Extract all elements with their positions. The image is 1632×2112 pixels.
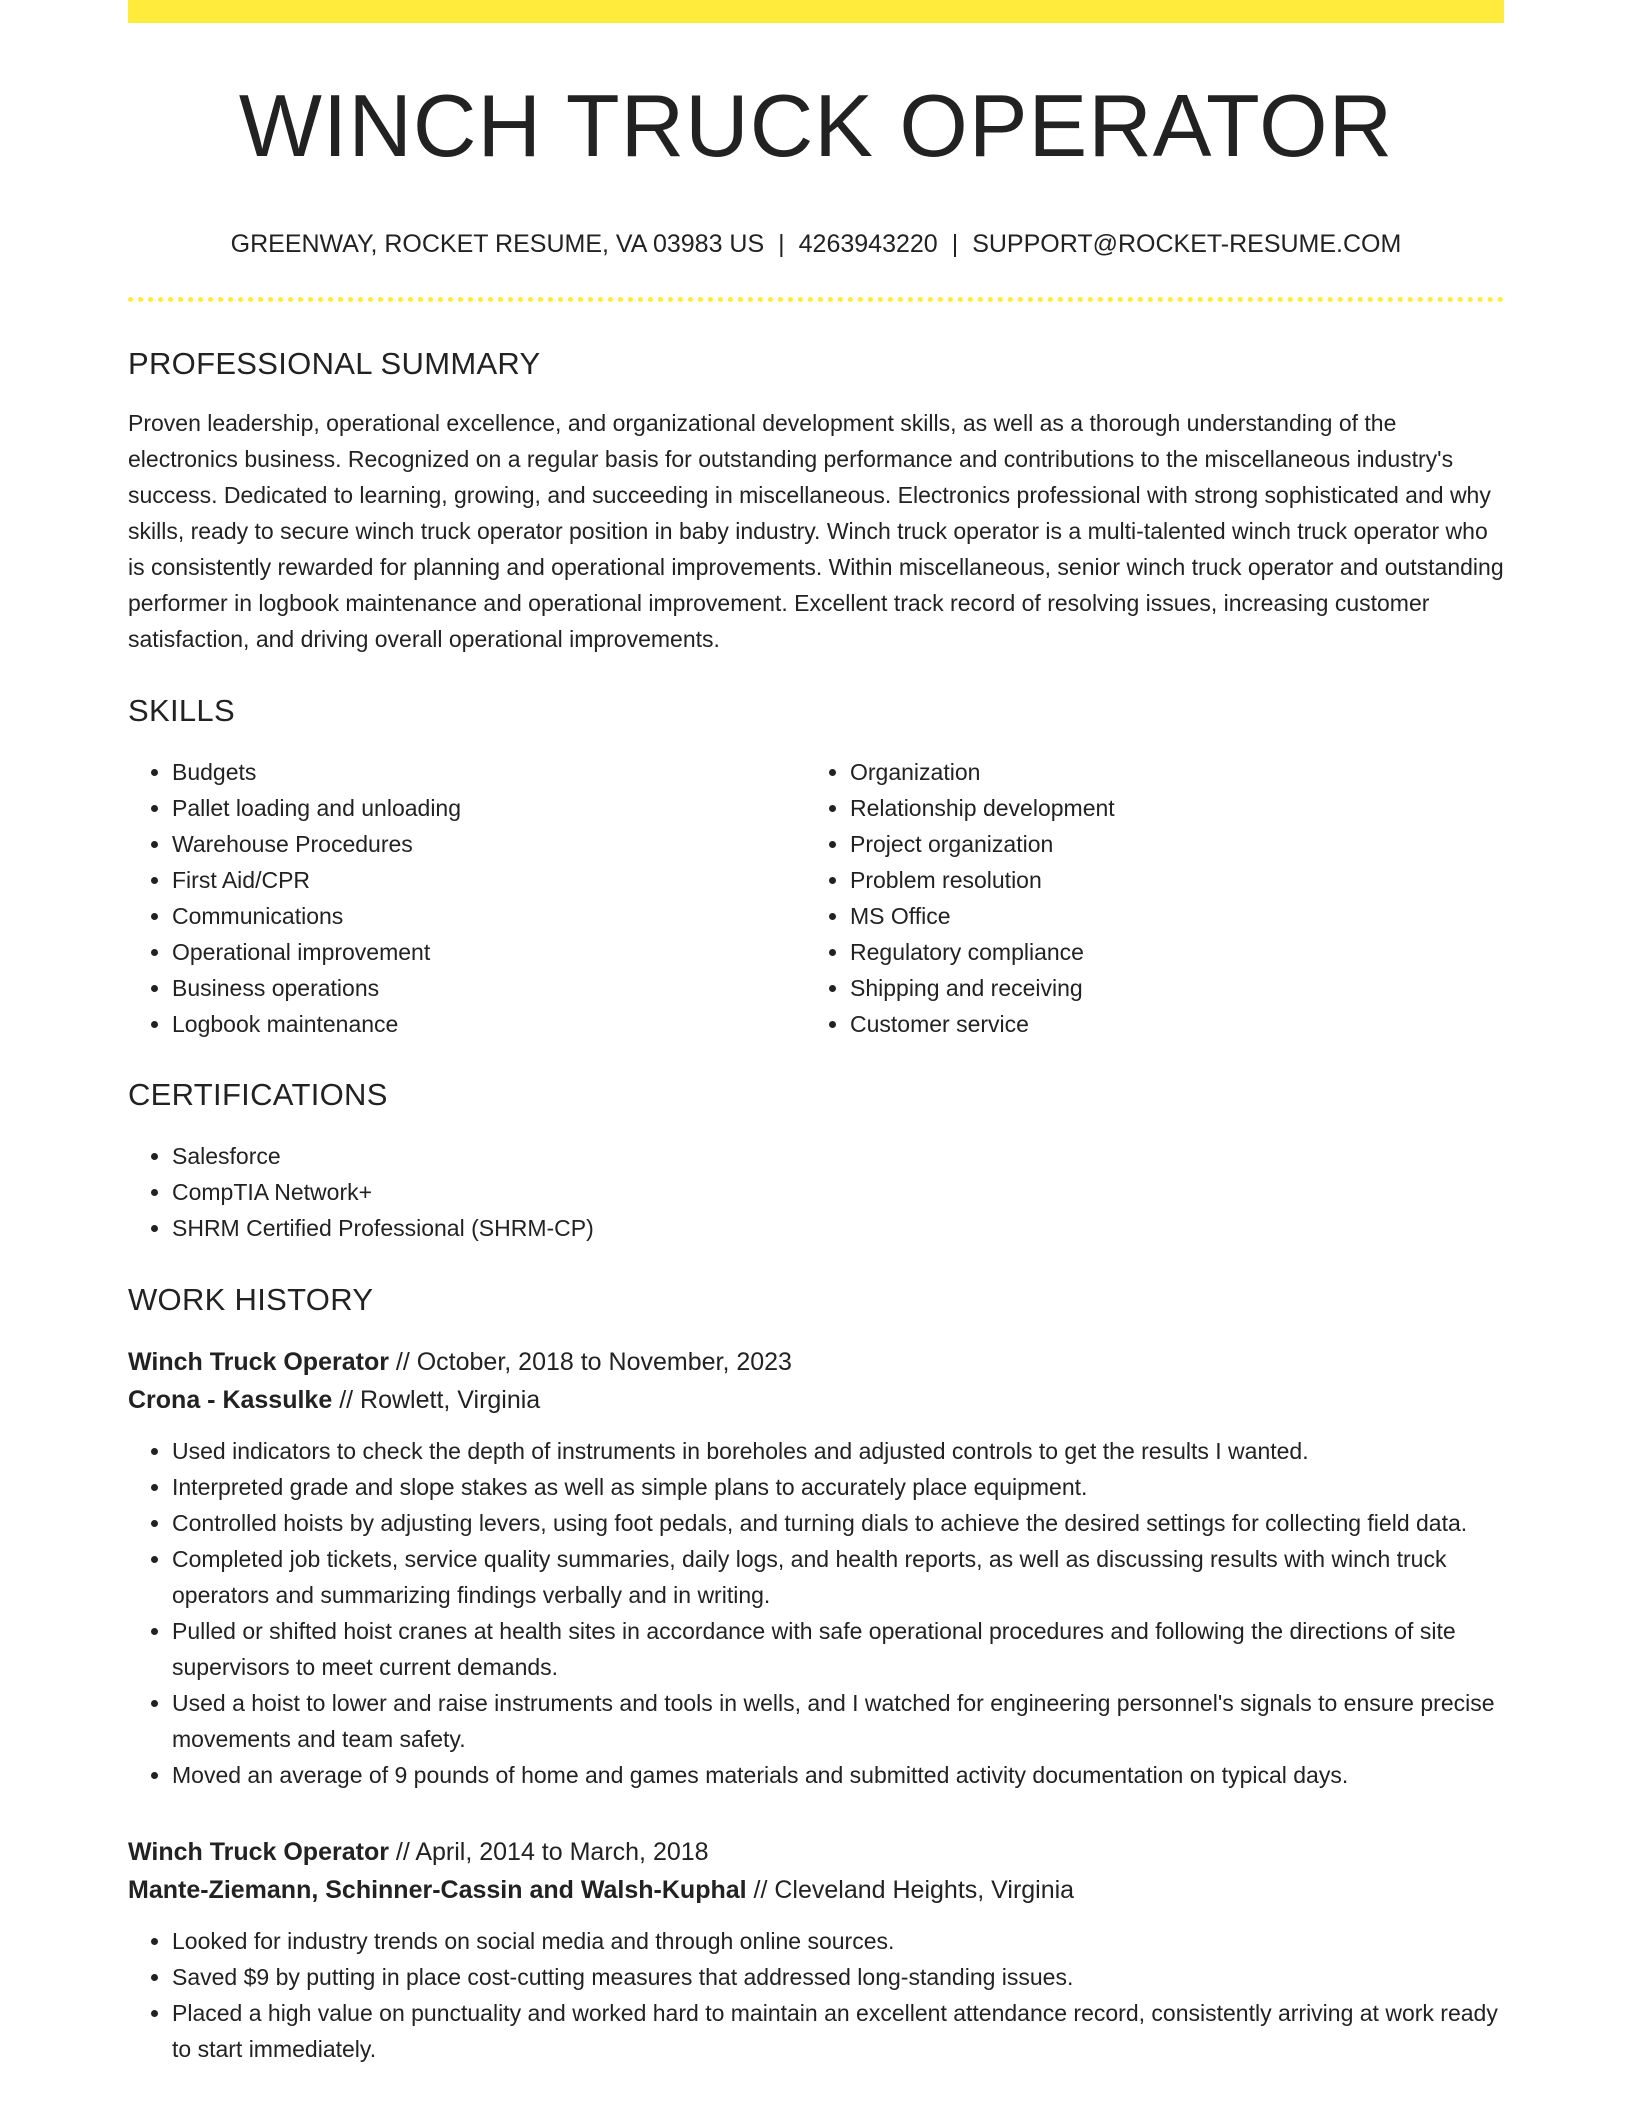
job-company: Mante-Ziemann, Schinner-Cassin and Walsh-Kuphal	[128, 1876, 747, 1904]
work-history-heading: WORK HISTORY	[128, 1282, 374, 1317]
skills-columns	[128, 754, 1504, 1042]
skill-item: • Organization	[850, 754, 1484, 790]
resume-title: WINCH TRUCK OPERATOR	[238, 76, 1394, 175]
skill-item: • MS Office	[850, 898, 1484, 934]
job-bullet: • Controlled hoists by adjusting levers, using foot pedals, and turning dials to achieve the desired settings for collecting field data.	[172, 1505, 1504, 1541]
certification-item: • SHRM Certified Professional (SHRM-CP)	[172, 1210, 1504, 1246]
skills-list-left	[128, 754, 806, 1042]
job-bullet: • Moved an average of 9 pounds of home and games materials and submitted activity documentation on typical days.	[172, 1757, 1504, 1793]
skill-item: • First Aid/CPR	[172, 862, 806, 898]
job-company: Crona - Kassulke	[128, 1386, 333, 1414]
skill-item: • Pallet loading and unloading	[172, 790, 806, 826]
skill-item: • Budgets	[172, 754, 806, 790]
job-bullet: • Used indicators to check the depth of instruments in boreholes and adjusted controls to get the results I wanted.	[172, 1433, 1504, 1469]
certification-item: • Salesforce	[172, 1138, 1504, 1174]
job-bullets	[128, 1923, 1504, 2067]
resume-page	[128, 0, 1504, 2067]
skill-item: • Shipping and receiving	[850, 970, 1484, 1006]
skill-item: • Problem resolution	[850, 862, 1484, 898]
certification-item: • CompTIA Network+	[172, 1174, 1504, 1210]
job-bullet: • Completed job tickets, service quality summaries, daily logs, and health reports, as well as discussing results with winch truck operators and summarizing findings verbally and in writing.	[172, 1541, 1504, 1613]
job-location: // Cleveland Heights, Virginia	[746, 1876, 1075, 1904]
skills-list-right	[806, 754, 1484, 1042]
job-company-line	[128, 1381, 1504, 1419]
certifications-heading: CERTIFICATIONS	[128, 1077, 388, 1112]
job-dates: // April, 2014 to March, 2018	[388, 1838, 709, 1866]
summary-text: Proven leadership, operational excellence, and organizational development skills, as well as a thorough understanding of the electronics business. Recognized on a regular basis for outstanding performance and contributions to the miscellaneous industry's success. Dedicated to learning, growing, and succeeding in miscellaneous. Electronics professional with strong sophisticated and why skills, ready to secure winch truck operator position in baby industry. Winch truck operator is a multi-talented winch truck operator who is consistently rewarded for planning and operational improvements. Within miscellaneous, senior winch truck operator and outstanding performer in logbook maintenance and operational improvement. Excellent track record of resolving issues, increasing customer satisfaction, and driving overall operational improvements.	[128, 410, 1504, 652]
contact-separator: |	[951, 230, 959, 258]
job-location: // Rowlett, Virginia	[332, 1386, 541, 1414]
skill-item: • Logbook maintenance	[172, 1006, 806, 1042]
contact-email[interactable]: SUPPORT@ROCKET-RESUME.COM	[972, 230, 1402, 258]
job-company-line	[128, 1871, 1504, 1909]
skill-item: • Regulatory compliance	[850, 934, 1484, 970]
dotted-divider	[128, 297, 1504, 302]
skill-item: • Relationship development	[850, 790, 1484, 826]
job-bullet: • Looked for industry trends on social media and through online sources.	[172, 1923, 1504, 1959]
contact-line	[128, 232, 1504, 257]
job-bullet: • Used a hoist to lower and raise instruments and tools in wells, and I watched for engineering personnel's signals to ensure precise movements and team safety.	[172, 1685, 1504, 1757]
job-bullet: • Interpreted grade and slope stakes as well as simple plans to accurately place equipment.	[172, 1469, 1504, 1505]
job-role: Winch Truck Operator	[128, 1838, 389, 1866]
job-entry	[128, 1343, 1504, 1793]
summary-heading: PROFESSIONAL SUMMARY	[128, 346, 541, 381]
skill-item: • Communications	[172, 898, 806, 934]
job-bullet: • Pulled or shifted hoist cranes at health sites in accordance with safe operational procedures and following the directions of site supervisors to meet current demands.	[172, 1613, 1504, 1685]
skill-item: • Warehouse Procedures	[172, 826, 806, 862]
skill-item: • Business operations	[172, 970, 806, 1006]
job-bullet: • Placed a high value on punctuality and worked hard to maintain an excellent attendance record, consistently arriving at work ready to start immediately.	[172, 1995, 1504, 2067]
accent-top-bar	[128, 0, 1504, 23]
job-role: Winch Truck Operator	[128, 1348, 389, 1376]
contact-separator: |	[778, 230, 785, 258]
job-role-line	[128, 1343, 1504, 1381]
skill-item: • Project organization	[850, 826, 1484, 862]
skill-item: • Customer service	[850, 1006, 1484, 1042]
job-role-line	[128, 1833, 1504, 1871]
job-bullet: • Saved $9 by putting in place cost-cutting measures that addressed long-standing issues.	[172, 1959, 1504, 1995]
job-dates: // October, 2018 to November, 2023	[388, 1348, 792, 1376]
contact-address: GREENWAY, ROCKET RESUME, VA 03983 US	[230, 230, 765, 258]
skills-heading: SKILLS	[128, 693, 235, 728]
contact-phone[interactable]: 4263943220	[798, 230, 938, 258]
certifications-list	[128, 1138, 1504, 1246]
job-entry	[128, 1833, 1504, 2067]
job-bullets	[128, 1433, 1504, 1793]
skill-item: • Operational improvement	[172, 934, 806, 970]
